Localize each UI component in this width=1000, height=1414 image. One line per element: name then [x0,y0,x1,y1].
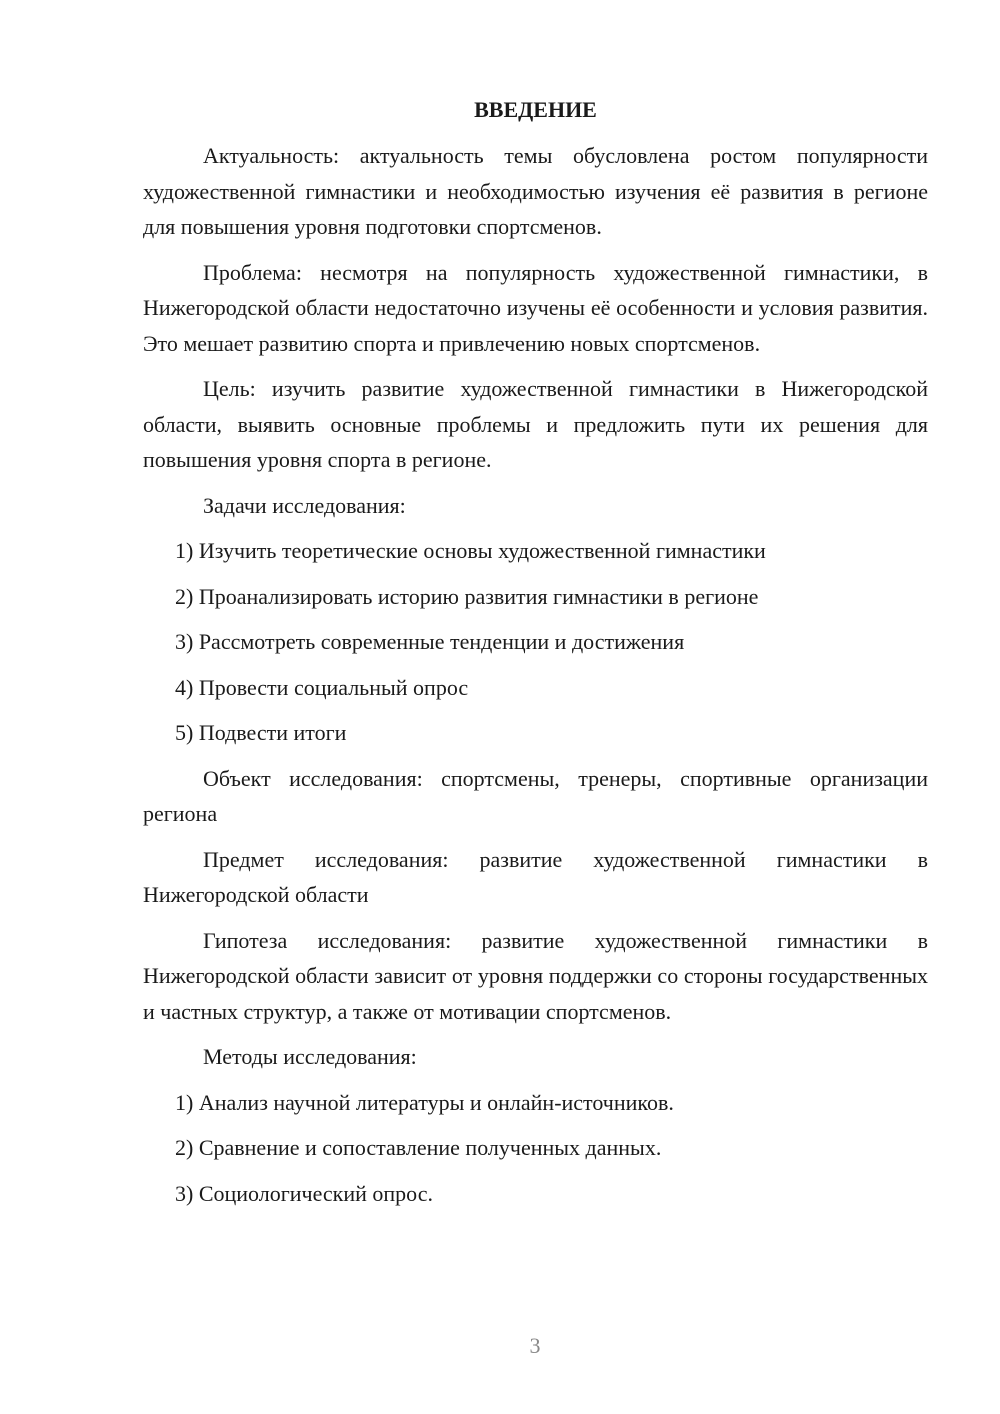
subject-paragraph: Предмет исследования: развитие художественной гимнастики в Нижегородской области [143,846,928,907]
methods-heading: Методы исследования: [203,1044,417,1069]
methods-list [143,1085,928,1212]
method-item: 2) Сравнение и сопоставление полученных данных. [175,1135,662,1160]
task-item: 4) Провести социальный опрос [175,674,469,700]
object-paragraph: Объект исследования: спортсмены, тренеры, спортивные организации региона [143,765,928,826]
task-item: 2) Проанализировать историю развития гимнастики в регионе [175,583,759,609]
tasks-heading: Задачи исследования: [203,492,406,518]
method-item: 3) Социологический опрос. [175,1180,433,1206]
page-number: 3 [529,1333,541,1358]
document-page [143,92,928,1221]
problem-paragraph: Проблема: несмотря на популярность художественной гимнастики, в Нижегородской области недостаточно изучены её особенности и условия развития. Это мешает развитию спорта и привлечению новых спортсменов. [143,259,928,356]
task-item: 3) Рассмотреть современные тенденции и достижения [175,629,685,654]
hypothesis-paragraph: Гипотеза исследования: развитие художественной гимнастики в Нижегородской области зависит от уровня поддержки со стороны государственных и частных структур, а также от мотивации спортсменов. [143,927,928,1024]
goal-paragraph: Цель: изучить развитие художественной гимнастики в Нижегородской области, выявить основные проблемы и предложить пути их решения для повышения уровня спорта в регионе. [143,376,928,472]
relevance-paragraph: Актуальность: актуальность темы обусловлена ростом популярности художественной гимнастики и необходимостью изучения её развития в регионе для повышения уровня подготовки спортсменов. [143,143,928,239]
task-item: 5) Подвести итоги [175,720,347,745]
method-item: 1) Анализ научной литературы и онлайн-источников. [175,1089,674,1115]
task-item: 1) Изучить теоретические основы художественной гимнастики [175,538,766,563]
tasks-list [143,533,928,751]
page-title: ВВЕДЕНИЕ [474,97,597,122]
